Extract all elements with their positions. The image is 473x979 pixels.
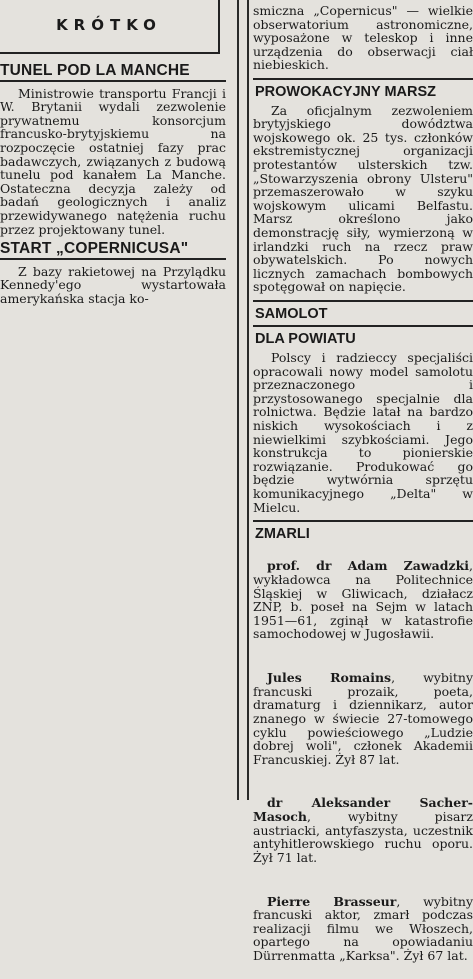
obituary-name: prof. dr Adam Zawadzki (267, 558, 470, 574)
obituary-text: , wybitny pisarz austriacki, antyfaszysta, uczestnik antyhitlerowskiego ruchu oporu. Żył 71 lat. (253, 809, 473, 865)
section-title: KRÓTKO (0, 0, 220, 54)
obituary-entry (253, 783, 473, 878)
divider (253, 78, 473, 80)
obituary-name: dr Aleksander Sacher-Masoch (253, 795, 473, 825)
headline-tunnel: TUNEL POD LA MANCHE (0, 64, 226, 82)
obituary-text: , wybitny francuski aktor, zmarł podczas realizacji filmu we Włoszech, opartego na opowiadaniu Dürrenmatta „Karksa". Żył 67 lat. (253, 893, 473, 963)
headline-march: PROWOKACYJNY MARSZ (255, 83, 436, 100)
headline-copernicus: START „COPERNICUSA" (0, 242, 226, 260)
headline-plane-line1: SAMOLOT (255, 305, 328, 322)
column-rule-right (247, 0, 249, 800)
column-rule-left (237, 0, 239, 800)
obituary-text: , wykładowca na Politechnice Śląskiej w Gliwicach, działacz ZNP, b. poseł na Sejm w latach 1951—61, zginął w katastrofie samochodowej w Jugosławii. (253, 558, 473, 642)
left-column (0, 0, 226, 312)
divider (253, 325, 473, 327)
obituary-name: Jules Romains (267, 670, 392, 686)
article-plane-body: Polscy i radzieccy specjaliści opracowali nowy model samolotu przeznaczonego i przystosowanego specjalnie dla rolnictwa. Będzie latał na bardzo niskich wysokościach i z niewielkimi szybkościami. Jego konstrukcja to pionierskie rozwiązanie. Produkować go będzie wytwórnia sprzętu komunikacyjnego „Delta" w Mielcu. (253, 350, 473, 515)
obituary-name: Pierre Brasseur (267, 893, 397, 909)
article-tunnel-body: Ministrowie transportu Francji i W. Brytanii wydali zezwolenie prywatnemu konsorcjum francusko-brytyjskiemu na rozpoczęcie ostatniej fazy prac badawczych, związanych z budową tunelu pod kanałem La Manche. Ostateczna decyzja zależy od badań geologicznych i analiz przewidywanego natężenia ruchu przez projektowany tunel. (0, 85, 226, 237)
obituary-entry (253, 546, 473, 655)
right-column (253, 0, 473, 979)
divider (253, 300, 473, 302)
headline-obituaries: ZMARLI (255, 526, 310, 543)
headline-plane-line2: DLA POWIATU (255, 331, 356, 348)
obituary-entry (253, 881, 473, 976)
obituary-text: , wybitny francuski prozaik, poeta, dramaturg i dziennikarz, autor znanego w świecie 27-tomowego cyklu powieściowego „Ludzie dobrej woli", członek Akademii Francuskiej. Żył 87 lat. (253, 670, 473, 767)
article-march-body: Za oficjalnym zezwoleniem brytyjskiego dowództwa wojskowego ok. 25 tys. członków ekstremistycznej organizacji protestantów ulsterskich tzw. „Stowarzyszenia obrony Ulsteru" przemaszerowało w szyku wojskowym ulicami Belfastu. Marsz określono jako demonstrację siły, wymierzoną w irlandzki ruch na rzecz praw obywatelskich. Po nowych licznych zamachach bombowych spotęgował on napięcie. (253, 102, 473, 295)
obituary-entry (253, 658, 473, 780)
divider (253, 520, 473, 522)
article-copernicus-body: Z bazy rakietowej na Przylądku Kennedy'ego wystartowała amerykańska stacja ko- (0, 263, 226, 306)
article-copernicus-continuation: smiczna „Copernicus" — wielkie obserwatorium astronomiczne, wyposażone w teleskop i inne urządzenia do obserwacji ciał niebieskich. (253, 3, 473, 73)
